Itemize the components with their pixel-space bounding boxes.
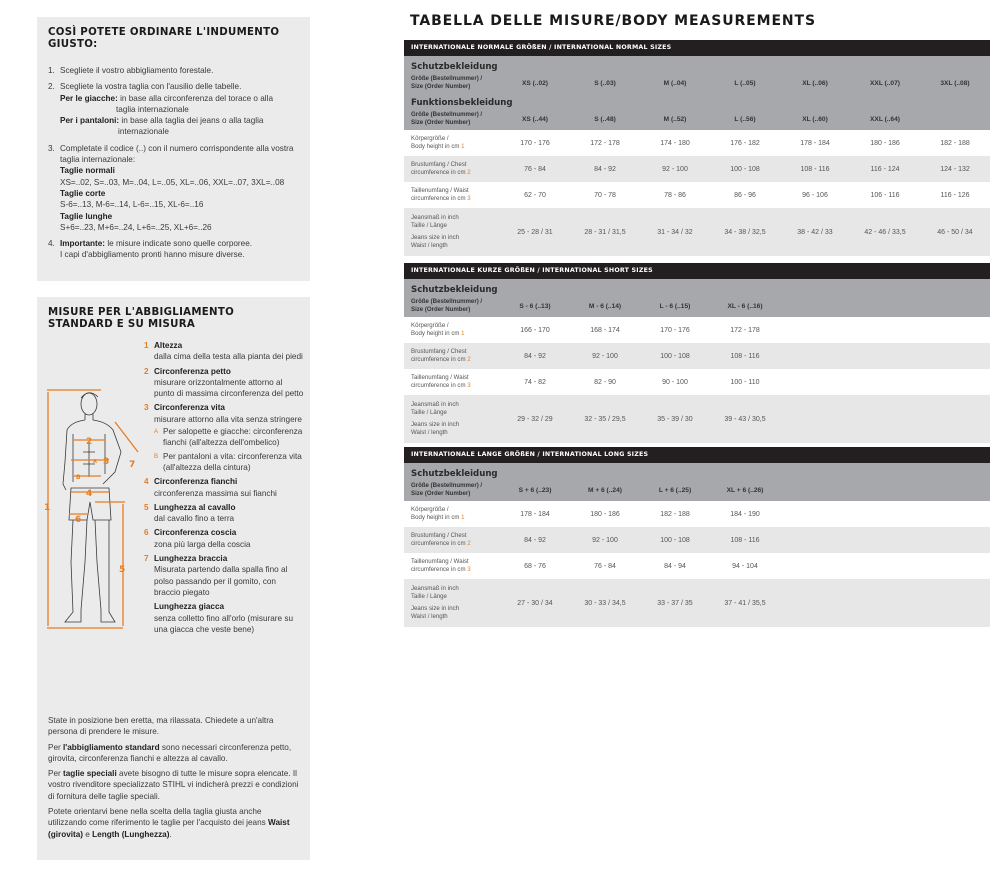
- step-text: Completate il codice (..) con il numero corrispondente alla vostra taglia internazionale:: [60, 143, 294, 165]
- table-cell: 30 - 33 / 34,5: [584, 599, 626, 607]
- table-cell: 82 - 90: [594, 378, 616, 386]
- jackets-text: in base alla circonferenza del torace o alla: [120, 93, 274, 103]
- size-cell: XXL (..07): [870, 79, 900, 87]
- table-cell: 116 - 124: [870, 165, 900, 173]
- size-cell: S (..48): [594, 115, 616, 123]
- legend-desc: Misurata partendo dalla spalla fino al polso passando per il gomito, con braccio piegato: [154, 565, 288, 597]
- legend-item: [144, 476, 304, 499]
- figure-label-a: A: [93, 459, 97, 465]
- measure-ref-number: 3: [467, 195, 471, 202]
- order-step: [48, 143, 299, 233]
- normal-sizes-table: [404, 40, 990, 256]
- figure-label-6: 6: [75, 515, 82, 525]
- table-row-height: [404, 317, 990, 343]
- table-cell: 28 - 31 / 31,5: [584, 228, 626, 236]
- height-row-label: Körpergröße / Body height in cm 1: [411, 135, 465, 150]
- step-number: 4.: [48, 239, 55, 249]
- order-step: [48, 65, 299, 76]
- table-row-height: [404, 130, 990, 156]
- table-cell: 27 - 30 / 34: [517, 599, 553, 607]
- table-cell: 92 - 100: [592, 352, 618, 360]
- legend-title: Circonferenza coscia: [154, 528, 237, 538]
- table-cell: 94 - 104: [732, 562, 758, 570]
- legend-item: [144, 601, 304, 635]
- step-number: 2.: [48, 82, 55, 92]
- table-cell: 39 - 43 / 30,5: [724, 415, 766, 423]
- note-standard: Per l'abbigliamento standard sono necessari circonferenza petto, girovita, circonferenza fianchi e altezza al cavallo.: [48, 742, 292, 763]
- size-cell: M (..52): [663, 115, 687, 123]
- table-row-jeans: [404, 395, 990, 443]
- body-measurement-figure-icon: [43, 382, 143, 632]
- trousers-rule: [60, 115, 299, 138]
- table-cell: 31 - 34 / 32: [657, 228, 693, 236]
- table-cell: 84 - 92: [524, 536, 546, 544]
- table-cell: 84 - 94: [664, 562, 686, 570]
- table-cell: 96 - 106: [802, 191, 828, 199]
- trousers-label: Per i pantaloni:: [60, 116, 120, 126]
- legend-title: Circonferenza petto: [154, 366, 231, 376]
- table-row-chest: [404, 343, 990, 369]
- table-cell: 108 - 116: [800, 165, 830, 173]
- waist-row-label: Taillenumfang / Waist circumference in cm 3: [411, 187, 471, 202]
- trousers-text: in base alla taglia dei jeans o alla taglia: [121, 116, 264, 126]
- legend-desc: senza colletto fino all'orlo (misurare su una giacca che veste bene): [154, 613, 293, 634]
- size-row-label: Größe (Bestellnummer) / Size (Order Number): [411, 111, 483, 126]
- step-number: 3.: [48, 143, 55, 153]
- table-cell: 76 - 84: [594, 562, 616, 570]
- table-cell: 100 - 108: [660, 536, 690, 544]
- table-cell: 172 - 178: [730, 326, 760, 334]
- table-cell: 116 - 126: [940, 191, 970, 199]
- chest-row-label: Brustumfang / Chest circumference in cm 2: [411, 161, 471, 176]
- garment-group-label: Schutzbekleidung: [411, 62, 498, 72]
- figure-label-3: 3: [103, 457, 110, 467]
- measure-ref-number: 3: [467, 382, 471, 389]
- table-row-waist: [404, 369, 990, 395]
- legend-number: 2: [144, 366, 149, 376]
- legend-number: 1: [144, 341, 149, 350]
- size-row: [404, 479, 990, 501]
- order-step: [48, 81, 299, 137]
- size-cell: XXL (..64): [870, 115, 900, 123]
- normal-sizes-label: Taglie normali: [60, 166, 115, 176]
- step-text: Scegliete la vostra taglia con l'ausilio delle tabelle.: [60, 82, 242, 92]
- legend-number: 3: [144, 403, 149, 413]
- legend-item: [144, 340, 304, 363]
- note-posture: State in posizione ben eretta, ma rilassata. Chiedete a un'altra persona di prendere le misure.: [48, 716, 274, 737]
- size-cell: S (..03): [594, 79, 616, 87]
- table-cell: 90 - 100: [662, 378, 688, 386]
- measure-ref-number: 2: [467, 356, 471, 363]
- garment-group-label: Schutzbekleidung: [411, 285, 498, 295]
- table-cell: 35 - 39 / 30: [657, 415, 693, 423]
- step-text-2: I capi d'abbigliamento pronti hanno misure diverse.: [60, 250, 245, 260]
- table-cell: 124 - 132: [940, 165, 970, 173]
- table-cell: 176 - 182: [730, 139, 760, 147]
- table-cell: 174 - 180: [660, 139, 690, 147]
- table-section-header: INTERNATIONALE KURZE GRÖßEN / INTERNATIONAL SHORT SIZES: [404, 263, 990, 279]
- table-cell: 84 - 92: [594, 165, 616, 173]
- waist-row-label: Taillenumfang / Waist circumference in cm 3: [411, 558, 471, 573]
- legend-desc: misurare orizzontalmente attorno al punto di massima circonferenza del petto: [154, 377, 304, 399]
- page-title: TABELLA DELLE MISURE/BODY MEASUREMENTS: [410, 13, 816, 29]
- size-cell: S + 6 (..23): [518, 486, 552, 494]
- size-cell: M + 6 (..24): [588, 486, 622, 494]
- table-cell: 180 - 186: [870, 139, 900, 147]
- table-cell: 178 - 184: [520, 510, 550, 518]
- table-row-waist: [404, 553, 990, 579]
- table-cell: 108 - 116: [730, 536, 760, 544]
- legend-item: [144, 402, 304, 473]
- measure-ref-number: 1: [461, 330, 465, 337]
- height-row-label: Körpergröße / Body height in cm 1: [411, 506, 465, 521]
- figure-label-2: 2: [86, 437, 93, 447]
- table-cell: 184 - 190: [730, 510, 760, 518]
- table-cell: 92 - 100: [662, 165, 688, 173]
- table-cell: 32 - 35 / 29,5: [584, 415, 626, 423]
- table-size-header: [404, 463, 990, 501]
- legend-desc: dal cavallo fino a terra: [154, 514, 235, 524]
- table-cell: 180 - 186: [590, 510, 620, 518]
- garment-group-label: Schutzbekleidung: [411, 469, 498, 479]
- size-cell: L + 6 (..25): [658, 486, 692, 494]
- long-sizes-codes: S+6=..23, M+6=..24, L+6=..25, XL+6=..26: [60, 222, 212, 232]
- table-cell: 25 - 28 / 31: [517, 228, 553, 236]
- long-sizes-label: Taglie lunghe: [60, 211, 113, 221]
- table-section-header: INTERNATIONALE NORMALE GRÖßEN / INTERNATIONAL NORMAL SIZES: [404, 40, 990, 56]
- legend-item: [144, 502, 304, 525]
- size-cell: XL (..06): [802, 79, 828, 87]
- size-cell: M (..04): [663, 79, 687, 87]
- note-jeans: Potete orientarvi bene nella scelta della taglia giusta anche utilizzando come riferimento le taglie per l'acquisto dei jeans Waist (girovita) e Length (Lunghezza).: [48, 807, 290, 839]
- legend-number: 4: [144, 477, 149, 487]
- legend-number: [144, 601, 154, 612]
- table-cell: 29 - 32 / 29: [517, 415, 553, 423]
- size-cell: L (..05): [734, 79, 756, 87]
- size-cell: 3XL (..08): [940, 79, 970, 87]
- jackets-text-cont: taglia internazionale: [116, 104, 189, 114]
- size-cell: XL - 6 (..16): [727, 302, 763, 310]
- step-text: Scegliete il vostro abbigliamento forestale.: [60, 66, 214, 75]
- size-cell: L (..56): [734, 115, 756, 123]
- figure-label-5: 5: [119, 565, 126, 575]
- measurement-guide-panel: [37, 297, 310, 860]
- size-cell: S - 6 (..13): [519, 302, 551, 310]
- order-step: [48, 238, 299, 261]
- legend-title: Circonferenza fianchi: [154, 477, 238, 487]
- jeans-row-label: Jeansmaß in inch Taille / Länge Jeans size in inch Waist / length: [411, 214, 460, 249]
- jeans-row-label: Jeansmaß in inch Taille / Länge Jeans size in inch Waist / length: [411, 401, 460, 436]
- height-row-label: Körpergröße / Body height in cm 1: [411, 322, 465, 337]
- size-cell: XS (..02): [521, 79, 549, 87]
- table-cell: 166 - 170: [520, 326, 550, 334]
- table-cell: 33 - 37 / 35: [657, 599, 693, 607]
- size-cell: XL (..60): [802, 115, 828, 123]
- table-cell: 70 - 78: [594, 191, 616, 199]
- table-cell: 182 - 188: [660, 510, 690, 518]
- table-cell: 172 - 178: [590, 139, 620, 147]
- chest-row-label: Brustumfang / Chest circumference in cm 2: [411, 532, 471, 547]
- table-cell: 170 - 176: [660, 326, 690, 334]
- table-cell: 38 - 42 / 33: [797, 228, 833, 236]
- measure-ref-number: 2: [467, 540, 471, 547]
- figure-label-4: 4: [86, 489, 93, 499]
- table-cell: 62 - 70: [524, 191, 546, 199]
- table-cell: 182 - 188: [940, 139, 970, 147]
- size-cell: XS (..44): [521, 115, 549, 123]
- sub-text: Per pantaloni a vita: circonferenza vita (all'altezza della cintura): [163, 451, 302, 472]
- jackets-rule: [60, 93, 299, 116]
- table-row-jeans: [404, 208, 990, 256]
- legend-item: [144, 527, 304, 550]
- size-row-label: Größe (Bestellnummer) / Size (Order Number): [411, 75, 483, 90]
- legend-number: 6: [144, 528, 149, 538]
- legend-item: [144, 553, 304, 598]
- size-row-label: Größe (Bestellnummer) / Size (Order Number): [411, 482, 483, 497]
- legend-title: Lunghezza braccia: [154, 554, 228, 564]
- table-cell: 108 - 116: [730, 352, 760, 360]
- legend-number: 7: [144, 554, 149, 564]
- order-steps: [48, 65, 299, 261]
- legend-desc: misurare attorno alla vita senza stringere: [154, 414, 302, 424]
- sub-letter: B: [154, 453, 159, 460]
- order-panel-title: COSÌ POTETE ORDINARE L'INDUMENTO GIUSTO:: [48, 27, 280, 50]
- table-size-header: [404, 279, 990, 317]
- table-cell: 92 - 100: [592, 536, 618, 544]
- note-special: Per taglie speciali avete bisogno di tutte le misure sopra elencate. Il vostro rivenditore specializzato STIHL vi indicherà prezzi e condizioni di fornitura delle taglie speciali.: [48, 769, 299, 801]
- table-cell: 178 - 184: [800, 139, 830, 147]
- legend-desc: dalla cima della testa alla pianta dei piedi: [154, 352, 303, 362]
- chest-row-label: Brustumfang / Chest circumference in cm 2: [411, 348, 471, 363]
- table-cell: 100 - 108: [660, 352, 690, 360]
- table-section-header: INTERNATIONALE LANGE GRÖßEN / INTERNATIONAL LONG SIZES: [404, 447, 990, 463]
- trousers-text-cont: internazionale: [118, 127, 169, 137]
- table-cell: 106 - 116: [870, 191, 900, 199]
- table-cell: 170 - 176: [520, 139, 550, 147]
- table-row-waist: [404, 182, 990, 208]
- size-cell: M - 6 (..14): [588, 302, 622, 310]
- step-text: le misure indicate sono quelle corporee.: [107, 239, 253, 249]
- short-sizes-codes: S-6=..13, M-6=..14, L-6=..15, XL-6=..16: [60, 200, 204, 210]
- short-sizes-table: [404, 263, 990, 443]
- table-cell: 168 - 174: [590, 326, 620, 334]
- size-row: [404, 108, 990, 130]
- table-cell: 86 - 96: [734, 191, 756, 199]
- order-instructions-panel: [37, 17, 310, 281]
- figure-head: [81, 393, 97, 415]
- legend-title: Lunghezza al cavallo: [154, 502, 236, 512]
- sub-text: Per salopette e giacche: circonferenza fianchi (all'altezza dell'ombelico): [163, 427, 303, 448]
- table-cell: 100 - 108: [730, 165, 760, 173]
- legend-title: Lunghezza giacca: [154, 602, 225, 612]
- size-cell: L - 6 (..15): [659, 302, 691, 310]
- size-row: [404, 295, 990, 317]
- size-row: [404, 72, 990, 94]
- legend-desc: zona più larga della coscia: [154, 539, 251, 549]
- table-cell: 34 - 38 / 32,5: [724, 228, 766, 236]
- figure-label-b: B: [76, 474, 81, 481]
- size-row-label: Größe (Bestellnummer) / Size (Order Number): [411, 298, 483, 313]
- table-cell: 42 - 46 / 33,5: [864, 228, 906, 236]
- size-cell: XL + 6 (..26): [726, 486, 764, 494]
- table-cell: 84 - 92: [524, 352, 546, 360]
- important-label: Importante:: [60, 239, 106, 249]
- table-cell: 37 - 41 / 35,5: [724, 599, 766, 607]
- legend-number: 5: [144, 502, 149, 512]
- table-row-height: [404, 501, 990, 527]
- short-sizes-label: Taglie corte: [60, 188, 106, 198]
- jeans-row-label: Jeansmaß in inch Taille / Länge Jeans size in inch Waist / length: [411, 585, 460, 620]
- measurement-notes: [48, 715, 300, 844]
- table-cell: 68 - 76: [524, 562, 546, 570]
- sub-letter: A: [154, 429, 159, 436]
- table-size-header: [404, 56, 990, 130]
- table-cell: 100 - 110: [730, 378, 760, 386]
- table-cell: 74 - 82: [524, 378, 546, 386]
- measurement-legend: [144, 340, 304, 638]
- measure-ref-number: 1: [461, 143, 465, 150]
- normal-sizes-codes: XS=..02, S=..03, M=..04, L=..05, XL=..06, XXL=..07, 3XL=..08: [60, 177, 285, 187]
- step-number: 1.: [48, 66, 55, 75]
- legend-title: Altezza: [154, 341, 183, 350]
- garment-group-label: Funktionsbekleidung: [411, 98, 513, 108]
- waist-row-label: Taillenumfang / Waist circumference in cm 3: [411, 374, 471, 389]
- table-cell: 78 - 86: [664, 191, 686, 199]
- table-row-jeans: [404, 579, 990, 627]
- figure-label-1: 1: [44, 503, 51, 513]
- table-row-chest: [404, 156, 990, 182]
- long-sizes-table: [404, 447, 990, 627]
- table-cell: 76 - 84: [524, 165, 546, 173]
- jackets-label: Per le giacche:: [60, 93, 118, 103]
- measure-panel-title: MISURE PER L'ABBIGLIAMENTO STANDARD E SU MISURA: [48, 307, 235, 330]
- legend-item: [144, 366, 304, 400]
- table-row-chest: [404, 527, 990, 553]
- legend-title: Circonferenza vita: [154, 403, 225, 413]
- table-cell: 46 - 50 / 34: [937, 228, 973, 236]
- measure-ref-number: 2: [467, 169, 471, 176]
- measure-ref-number: 3: [467, 566, 471, 573]
- measure-ref-number: 1: [461, 514, 465, 521]
- legend-desc: circonferenza massima sui fianchi: [154, 488, 277, 498]
- figure-label-7: 7: [129, 460, 136, 470]
